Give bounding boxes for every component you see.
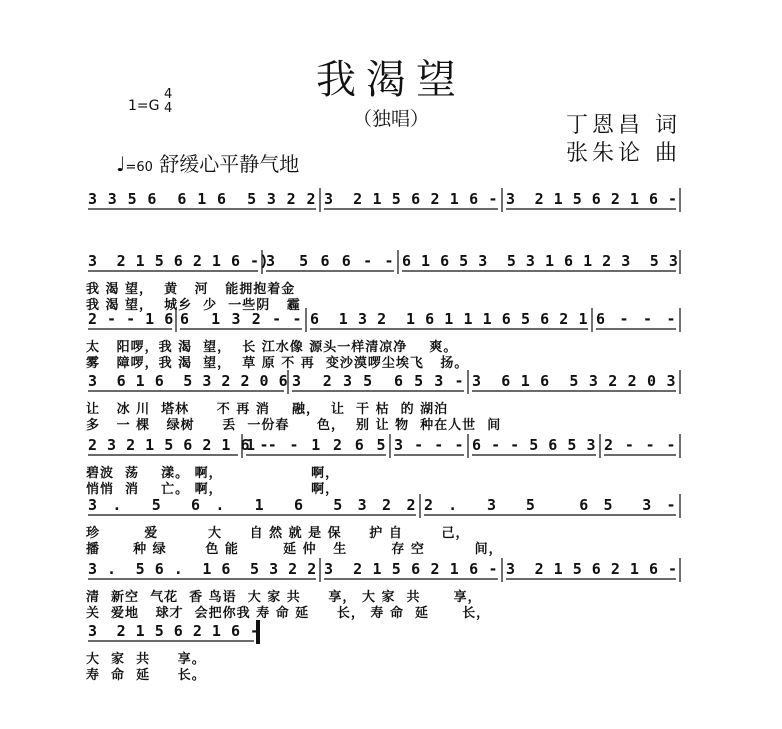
measure: 3 2 1 5 6 2 1 6 -)	[88, 252, 270, 270]
measure: 3 2 1 5 6 2 1 6 -	[506, 190, 678, 208]
lyric-line: 大 家 共 享。	[86, 652, 206, 667]
measure: 2 - - -	[604, 436, 676, 454]
measure: 3 2 1 5 6 2 1 6 -	[506, 560, 678, 578]
measure: 3 2 1 5 6 2 1 6 -	[324, 560, 498, 578]
measure: 2 3 2 1 5 6 2 1 6 -	[88, 436, 270, 454]
measure: 3 2 3 5 6 5 3 -	[292, 372, 464, 390]
measure: 3 6 1 6 5 3 2 2 0 6	[88, 372, 289, 390]
lyric-line: 碧波 荡 漾。 啊， 啊，	[86, 466, 340, 481]
measure: 3 3 5 6 6 1 6 5 3 2 2	[88, 190, 316, 208]
tempo-expression: 舒缓心平静气地	[159, 152, 300, 176]
measure: 3 5 6 6 - -	[266, 252, 394, 270]
lyric-line: 多 一 棵 绿树 丢 一份春 色， 别 让 物 种在人世 间	[86, 418, 502, 433]
measure: 3 2 1 5 6 2 1 6 -	[88, 622, 260, 640]
lyric-line: 我 渴 望， 黄 河 能拥抱着金	[86, 282, 296, 297]
lyricist-credit: 丁恩昌 词	[566, 113, 681, 138]
time-signature-bottom: 4	[164, 101, 173, 116]
lyric-line: 我 渴 望， 城乡 少 一些阴 霾	[86, 298, 301, 313]
lyric-line: 太 阳啰，我 渴 望， 长 江水像 源头一样清凉净 爽。	[86, 340, 458, 355]
measure: 6 - - 5 6 5 3	[472, 436, 596, 454]
measure: 6 1 3 2 1 6 1 1 1 6 5 6 2 1	[310, 310, 588, 328]
song-subtitle: （独唱）	[352, 108, 429, 130]
measure: 3 2 1 5 6 2 1 6 -	[324, 190, 498, 208]
measure: 1 - - 1 2 6 5	[246, 436, 386, 454]
time-signature-top: 4	[164, 87, 173, 102]
measure: 3 . 5 6 . 1 6 5 3 2 2	[88, 560, 317, 578]
measure: 2 . 3 5 6 5 3 -	[424, 496, 676, 514]
lyric-line: 让 冰 川 塔林 不 再 消 融， 让 干 枯 的 湖泊	[86, 402, 449, 417]
measure: 6 - - -	[596, 310, 676, 328]
measure: 3 - - -	[394, 436, 464, 454]
measure: 3 6 1 6 5 3 2 2 0 3	[472, 372, 676, 390]
composer-credit: 张朱论 曲	[566, 141, 681, 166]
measure: 3 . 5 6 . 1 6 5 3 2 2	[88, 496, 416, 514]
lyric-line: 雾 障啰，我 渴 望， 草 原 不 再 变沙漠啰尘埃飞 扬。	[86, 356, 469, 371]
lyric-line: 关 爱地 球才 会把你我 寿 命 延 长， 寿 命 延 长，	[86, 606, 491, 621]
key-signature: 1=G	[128, 98, 160, 114]
lyric-line: 寿 命 延 长。	[86, 668, 206, 683]
lyric-line: 清 新空 气花 香 鸟语 大 家 共 享， 大 家 共 享，	[86, 590, 482, 605]
measure: 2 - - 1 6	[88, 310, 174, 328]
measure: 6 1 3 2 - -	[180, 310, 302, 328]
measure: 6 1 6 5 3 5 3 1 6 1 2 3 5 3	[402, 252, 679, 270]
lyric-line: 珍 爱 大 自 然 就 是 保 护 自 己，	[86, 526, 470, 541]
tempo-value: =60	[125, 160, 153, 175]
song-title: 我渴望	[316, 57, 466, 103]
quarter-note-icon: ♩	[116, 152, 126, 176]
lyric-line: 悄悄 消 亡。 啊， 啊，	[86, 482, 340, 497]
lyric-line: 播 种 绿 色 能 延 仲 生 存 空 间，	[86, 542, 503, 557]
